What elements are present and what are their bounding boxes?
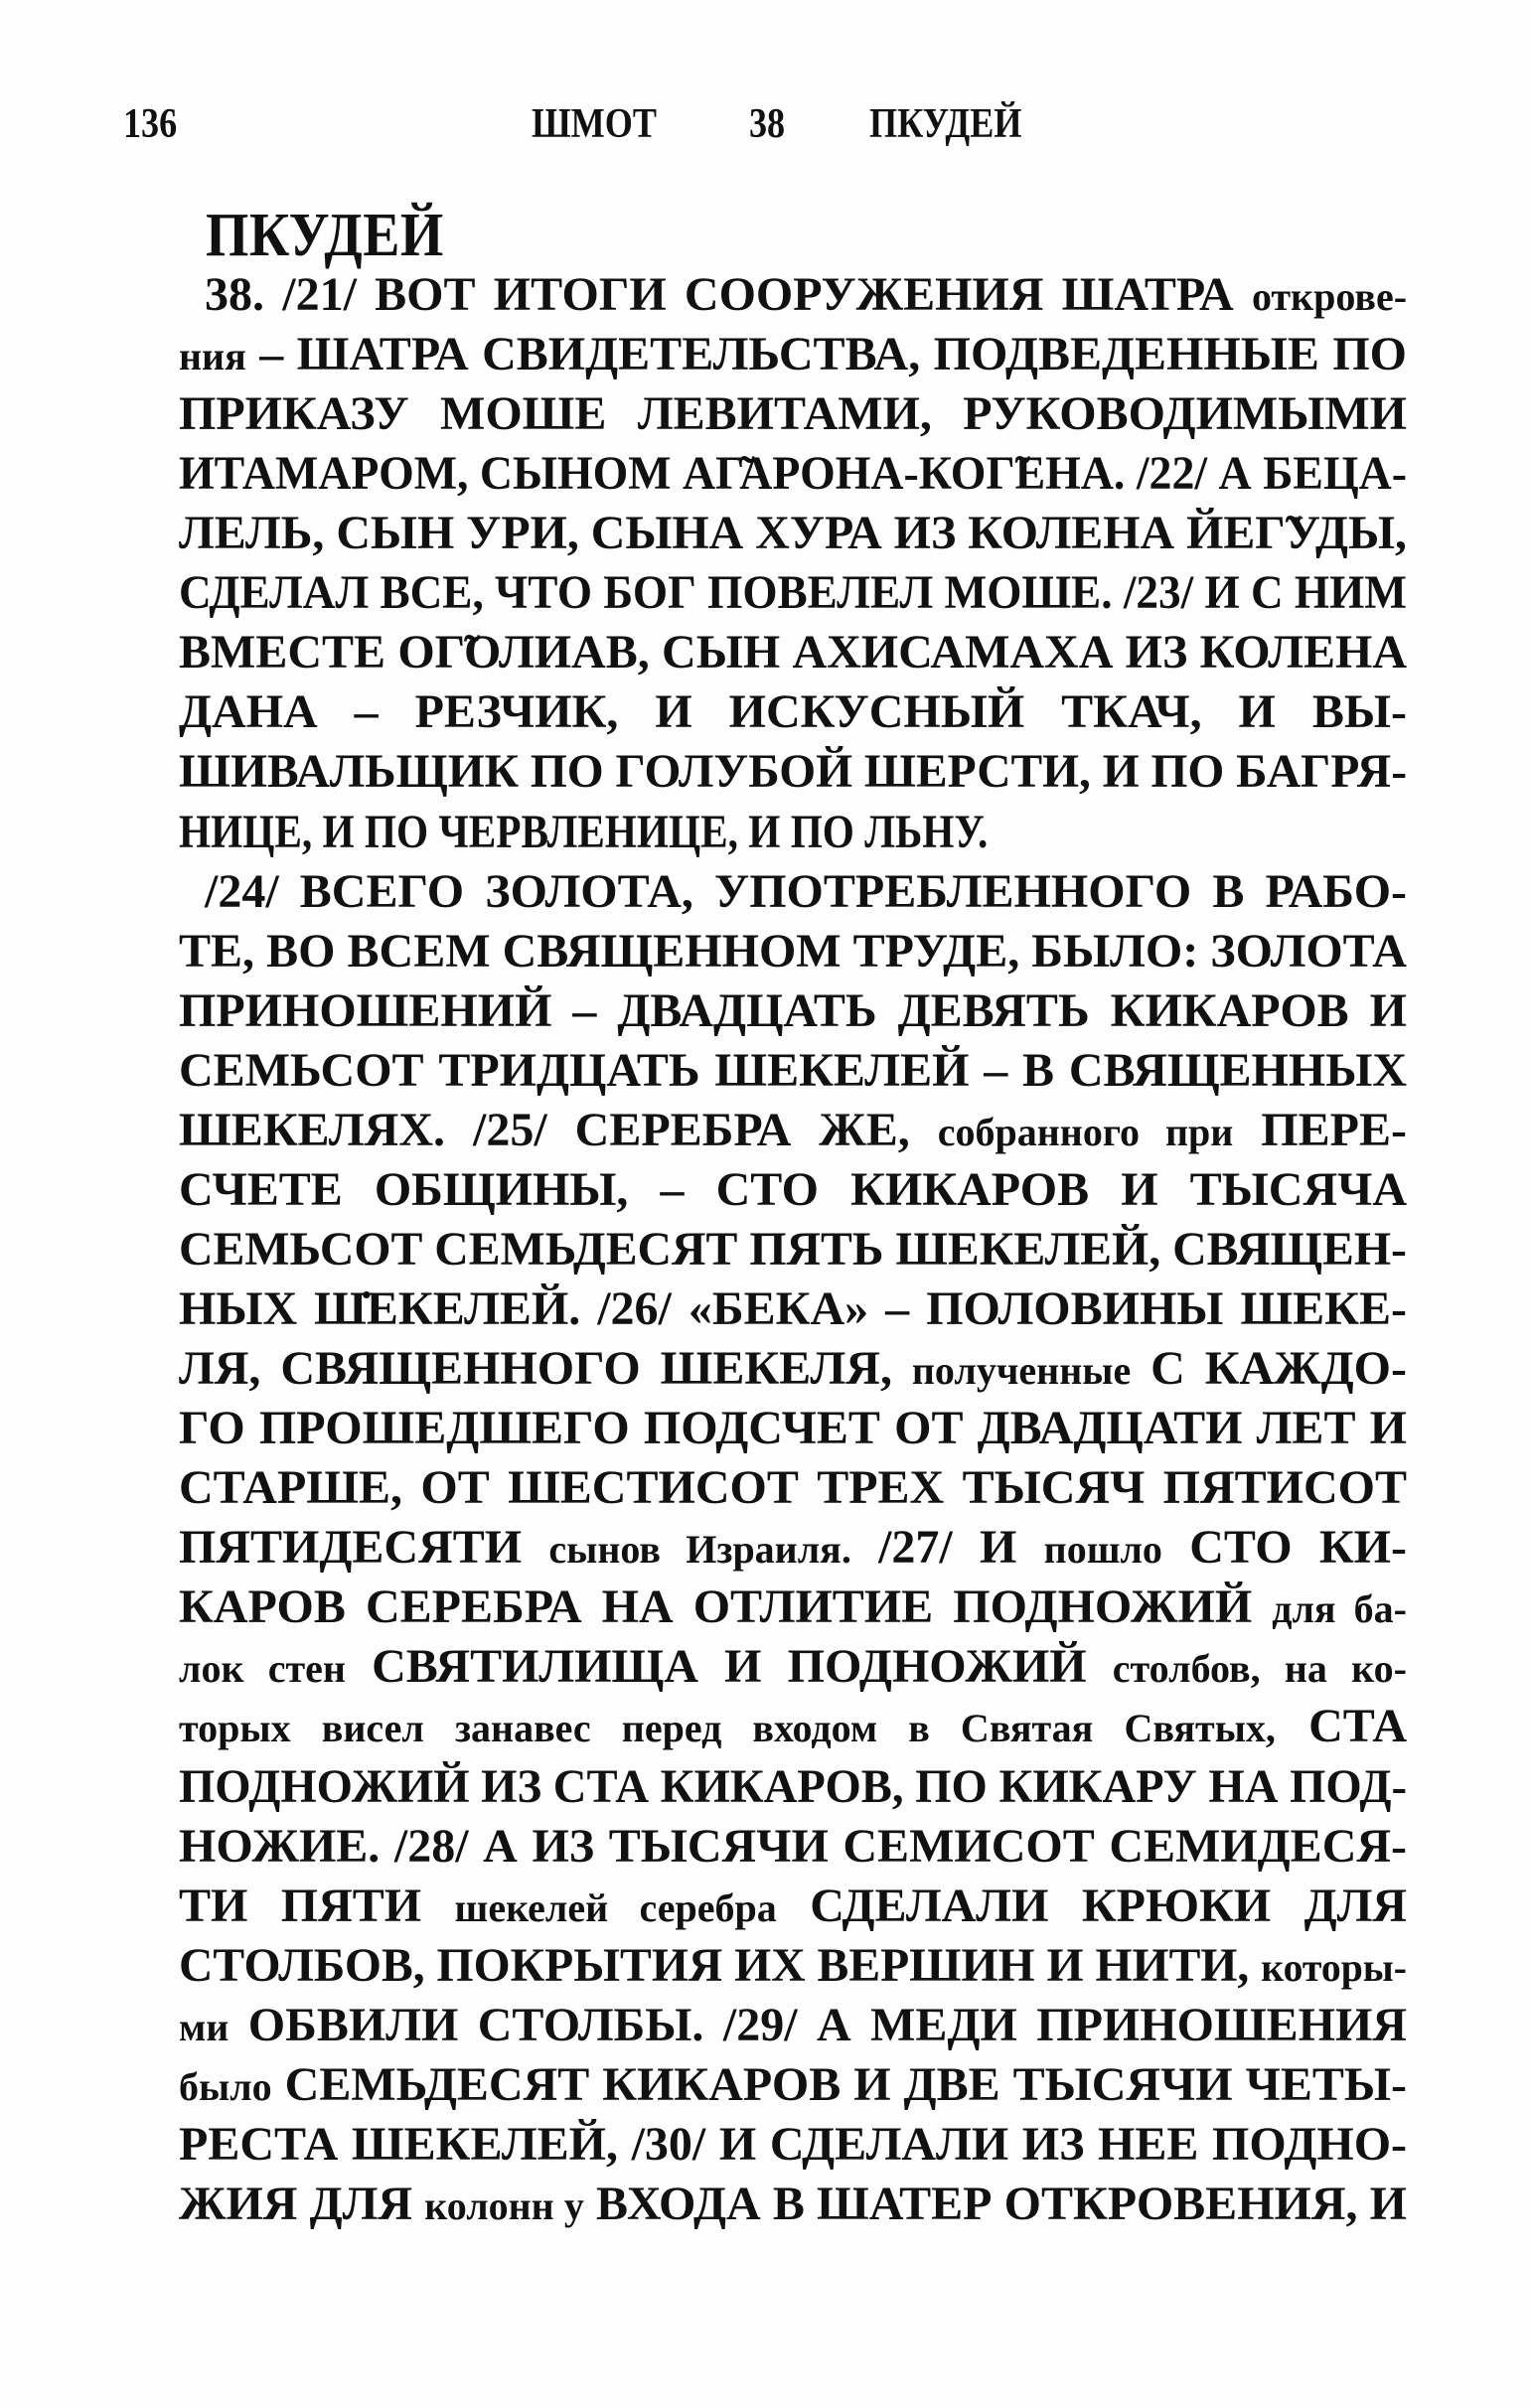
text-line — [179, 682, 1407, 742]
text-line — [179, 1936, 1407, 1996]
text-segment-caps: СДЕЛАЛИ КРЮКИ ДЛЯ — [776, 1880, 1408, 1932]
text-segment-lowercase: сынов Израиля. — [548, 1527, 851, 1572]
text-segment-caps: ТИ ПЯТИ — [179, 1880, 455, 1932]
text-segment-caps: КАРОВ СЕРЕБРА НА ОТЛИТИЕ ПОДНОЖИЙ — [179, 1580, 1273, 1633]
text-segment-caps: ЛЕЛЬ, СЫН УРИ, СЫНА ХУРА ИЗ КОЛЕНА ЙЕГ̃УДЫ, — [179, 507, 1408, 559]
text-segment-caps: СВЯТИЛИЩА И ПОДНОЖИЙ — [345, 1640, 1113, 1693]
text-segment-caps: СЕМЬДЕСЯТ КИКАРОВ И ДВЕ ТЫСЯЧИ ЧЕТЫ- — [271, 2058, 1408, 2111]
text-segment-lowercase: шекелей серебра — [454, 1885, 777, 1930]
text-segment-caps: /27/ И — [850, 1521, 1044, 1574]
text-segment-lowercase: торых висел занавес перед входом в Святая Святых, — [179, 1706, 1276, 1750]
text-segment-caps: СТО КИ- — [1161, 1521, 1407, 1574]
text-line — [179, 1339, 1407, 1399]
text-segment-caps: СТАРШЕ, ОТ ШЕСТИСОТ ТРЕХ ТЫСЯЧ ПЯТИСОТ — [179, 1461, 1407, 1514]
text-segment-caps: ШИВАЛЬЩИК ПО ГОЛУБОЙ ШЕРСТИ, И ПО БАГРЯ- — [179, 745, 1407, 798]
running-header-chapter: 38 — [749, 101, 786, 147]
text-line — [179, 742, 1407, 802]
text-line — [179, 1697, 1407, 1756]
text-segment-lowercase: ми — [179, 2005, 230, 2049]
text-line — [179, 444, 1407, 504]
text-segment-lowercase: колонн у — [424, 2183, 584, 2228]
running-header-portion: ПКУДЕЙ — [869, 101, 1022, 147]
text-line — [179, 2115, 1407, 2175]
section-heading: ПКУДЕЙ — [206, 202, 444, 269]
text-segment-lowercase: открове- — [1251, 274, 1408, 319]
text-segment-caps: ГО ПРОШЕДШЕГО ПОДСЧЕТ ОТ ДВАДЦАТИ ЛЕТ И — [179, 1402, 1407, 1454]
text-line — [205, 265, 1407, 325]
text-line — [179, 981, 1407, 1041]
text-segment-lowercase: которы- — [1261, 1945, 1408, 1990]
text-segment-caps: ТЕ, ВО ВСЕМ СВЯЩЕННОМ ТРУДЕ, БЫЛО: ЗОЛОТА — [179, 925, 1407, 978]
text-segment-lowercase: было — [179, 2064, 272, 2109]
text-segment-lowercase: пошло — [1043, 1527, 1162, 1572]
text-line — [179, 1041, 1407, 1101]
text-line — [179, 563, 1407, 623]
running-header-book: ШМОТ — [532, 101, 657, 147]
text-segment-caps: НЫХ Ш̇ЕКЕЛЕЙ. /26/ «БЕКА» – ПОЛОВИНЫ ШЕКЕ- — [179, 1282, 1407, 1335]
text-line — [179, 325, 1407, 384]
text-segment-caps: ВХОДА В ШАТЕР ОТКРОВЕНИЯ, И — [583, 2178, 1408, 2230]
text-segment-caps: – ШАТРА СВИДЕТЕЛЬСТВА, ПОДВЕДЕННЫЕ ПО — [245, 328, 1408, 380]
text-line — [179, 922, 1407, 981]
text-segment-lowercase: собранного при — [937, 1110, 1234, 1154]
text-line — [179, 623, 1407, 682]
text-segment-caps: ШЕКЕЛЯХ. /25/ СЕРЕБРА ЖЕ, — [179, 1104, 938, 1156]
text-segment-caps: РЕСТА ШЕКЕЛЕЙ, /30/ И СДЕЛАЛИ ИЗ НЕЕ ПОДНО- — [179, 2118, 1408, 2171]
text-line — [179, 1518, 1407, 1578]
text-segment-caps: СТОЛБОВ, ПОКРЫТИЯ ИХ ВЕРШИН И НИТИ, — [179, 1939, 1262, 1992]
text-segment-lowercase: столбов, на ко- — [1112, 1646, 1407, 1691]
text-segment-caps: ПРИКАЗУ МОШЕ ЛЕВИТАМИ, РУКОВОДИМЫМИ — [179, 387, 1407, 440]
text-line — [179, 384, 1407, 444]
text-segment-caps: ПЯТИДЕСЯТИ — [179, 1521, 549, 1574]
text-segment-caps: ПРИНОШЕНИЙ – ДВАДЦАТЬ ДЕВЯТЬ КИКАРОВ И — [179, 984, 1407, 1037]
text-line — [179, 1101, 1407, 1160]
text-line — [179, 803, 1407, 862]
text-line — [179, 1220, 1407, 1279]
text-line — [179, 1996, 1407, 2055]
text-segment-caps: С КАЖДО- — [1131, 1342, 1407, 1395]
text-segment-caps: ДАНА – РЕЗЧИК, И ИСКУСНЫЙ ТКАЧ, И ВЫ- — [179, 685, 1407, 738]
text-segment-caps: ПОДНОЖИЙ ИЗ СТА КИКАРОВ, ПО КИКАРУ НА ПОД- — [179, 1760, 1407, 1813]
text-line — [179, 1578, 1407, 1637]
text-segment-lowercase: ния — [179, 334, 246, 378]
text-segment-caps: ВМЕСТЕ ОГ̃ОЛИАВ, СЫН АХИСАМАХА ИЗ КОЛЕНА — [179, 626, 1407, 678]
text-segment-caps: /24/ ВСЕГО ЗОЛОТА, УПОТРЕБЛЕННОГО В РАБО- — [205, 865, 1408, 918]
text-segment-caps: НИЦЕ, И ПО ЧЕРВЛЕНИЦЕ, И ПО ЛЬНУ. — [179, 806, 989, 858]
text-segment-caps: 38. /21/ ВОТ ИТОГИ СООРУЖЕНИЯ ШАТРА — [205, 268, 1252, 321]
text-line — [179, 1757, 1407, 1817]
text-line — [179, 1637, 1407, 1697]
text-segment-caps: ЖИЯ ДЛЯ — [179, 2178, 425, 2230]
text-segment-caps: ОБВИЛИ СТОЛБЫ. /29/ А МЕДИ ПРИНОШЕНИЯ — [229, 1999, 1408, 2051]
running-header — [0, 99, 1533, 149]
text-segment-caps: СЧЕТЕ ОБЩИНЫ, – СТО КИКАРОВ И ТЫСЯЧА — [179, 1163, 1408, 1216]
text-segment-caps: СЕМЬСОТ СЕМЬДЕСЯТ ПЯТЬ ШЕКЕЛЕЙ, СВЯЩЕН- — [179, 1223, 1407, 1276]
text-line — [179, 1399, 1407, 1458]
text-line — [179, 2175, 1407, 2234]
text-line — [179, 1279, 1407, 1339]
text-line — [179, 504, 1407, 563]
text-line — [179, 1160, 1407, 1220]
text-segment-lowercase: полученные — [911, 1348, 1132, 1393]
text-segment-caps: НОЖИЕ. /28/ А ИЗ ТЫСЯЧИ СЕМИСОТ СЕМИДЕСЯ- — [179, 1820, 1408, 1873]
text-segment-caps: ИТАМАРОМ, СЫНОМ АГ̃АРОНА-КОГ̃ЕНА. /22/ А БЕЦА- — [179, 447, 1407, 500]
text-segment-lowercase: лок стен — [179, 1646, 346, 1691]
text-line — [179, 2055, 1407, 2115]
text-segment-caps: ЛЯ, СВЯЩЕННОГО ШЕКЕЛЯ, — [179, 1342, 912, 1395]
text-line — [179, 1817, 1407, 1877]
text-line — [179, 1458, 1407, 1518]
text-line — [179, 1877, 1407, 1936]
text-line — [205, 862, 1407, 922]
page-number: 136 — [123, 101, 178, 147]
text-segment-caps: ПЕРЕ- — [1233, 1104, 1407, 1156]
text-segment-caps: СТА — [1275, 1700, 1408, 1752]
text-segment-lowercase: для ба- — [1272, 1586, 1407, 1631]
text-segment-caps: СЕМЬСОТ ТРИДЦАТЬ ШЕКЕЛЕЙ – В СВЯЩЕННЫХ — [179, 1044, 1408, 1097]
text-segment-caps: СДЕЛАЛ ВСЕ, ЧТО БОГ ПОВЕЛЕЛ МОШЕ. /23/ И С НИМ — [179, 566, 1407, 619]
